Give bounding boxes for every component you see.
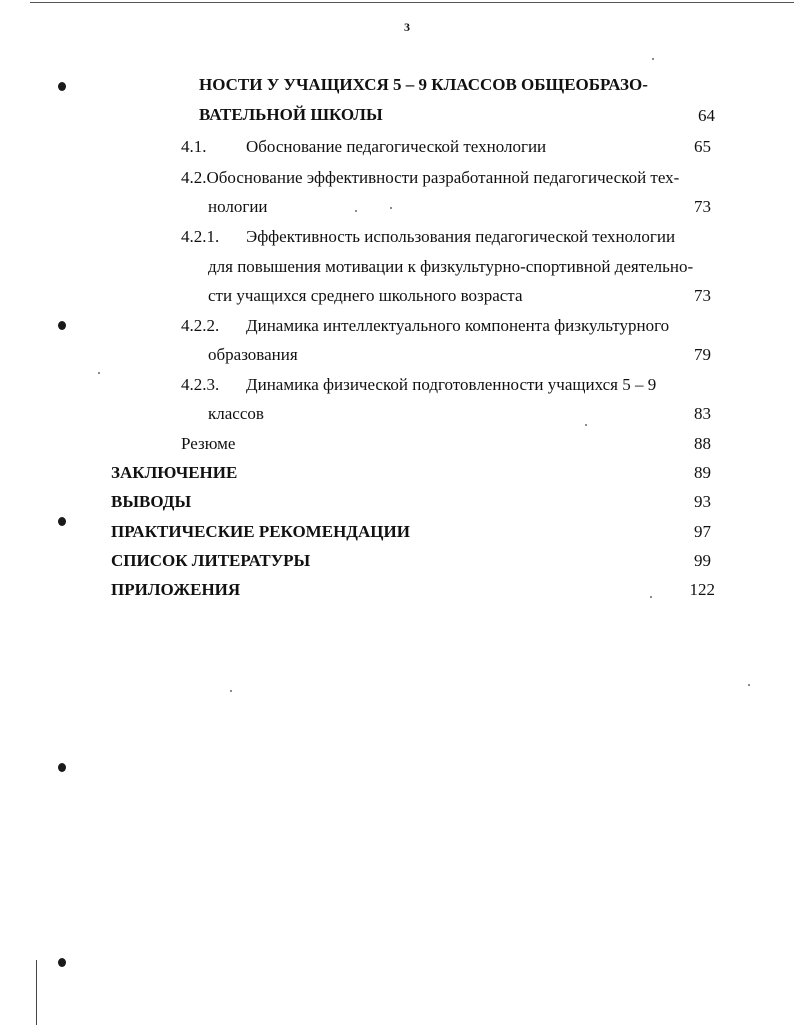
- punch-hole-mark: [58, 82, 66, 91]
- subsection-page-number: 83: [694, 404, 711, 423]
- chapter-title-line1: НОСТИ У УЧАЩИХСЯ 5 – 9 КЛАССОВ ОБЩЕОБРАЗО-: [199, 75, 648, 94]
- punch-hole-mark: [58, 321, 66, 330]
- subsection-title-line2: классов: [208, 404, 264, 423]
- subsection-number: 4.2.1.: [181, 227, 220, 246]
- section-title-line1: 4.2.Обоснование эффективности разработанной педагогической тех-: [181, 168, 680, 187]
- conclusion-title: ЗАКЛЮЧЕНИЕ: [111, 463, 238, 482]
- recommendations-page-number: 97: [694, 522, 711, 541]
- scan-speck: [650, 596, 652, 598]
- resume-page-number: 88: [694, 434, 711, 453]
- subsection-page-number: 79: [694, 345, 711, 364]
- subsection-title-line1: Эффективность использования педагогической технологии: [246, 227, 676, 246]
- findings-title: ВЫВОДЫ: [111, 492, 192, 511]
- scan-border-left: [36, 960, 37, 1025]
- findings-page-number: 93: [694, 492, 711, 511]
- section-title-line2: нологии: [208, 197, 268, 216]
- punch-hole-mark: [58, 763, 66, 772]
- subsection-title-line1: Динамика интеллектуального компонента физкультурного: [246, 316, 670, 335]
- references-title: СПИСОК ЛИТЕРАТУРЫ: [111, 551, 311, 570]
- chapter-page-number: 64: [698, 106, 715, 125]
- subsection-title-line2: образования: [208, 345, 298, 364]
- appendices-page-number: 122: [689, 580, 715, 599]
- conclusion-page-number: 89: [694, 463, 711, 482]
- scan-speck: [230, 690, 232, 692]
- section-page-number: 65: [694, 137, 711, 156]
- chapter-title-line2: ВАТЕЛЬНОЙ ШКОЛЫ: [199, 105, 383, 124]
- punch-hole-mark: [58, 958, 66, 967]
- scan-speck: [585, 424, 587, 426]
- section-title: Обоснование педагогической технологии: [246, 137, 547, 156]
- punch-hole-mark: [58, 517, 66, 526]
- scan-border-top: [30, 2, 794, 3]
- page-number: 3: [404, 20, 410, 34]
- subsection-page-number: 73: [694, 286, 711, 305]
- scan-speck: [748, 684, 750, 686]
- scan-speck: [652, 58, 654, 60]
- scan-speck: [98, 372, 100, 374]
- subsection-title-line1: Динамика физической подготовленности учащихся 5 – 9: [246, 375, 657, 394]
- scan-speck: [355, 210, 357, 212]
- subsection-number: 4.2.3.: [181, 375, 220, 394]
- subsection-title-line3: сти учащихся среднего школьного возраста: [208, 286, 523, 305]
- recommendations-title: ПРАКТИЧЕСКИЕ РЕКОМЕНДАЦИИ: [111, 522, 410, 541]
- subsection-title-line2: для повышения мотивации к физкультурно-спортивной деятельно-: [208, 257, 694, 276]
- resume-title: Резюме: [181, 434, 236, 453]
- appendices-title: ПРИЛОЖЕНИЯ: [111, 580, 241, 599]
- section-number: 4.1.: [181, 137, 207, 156]
- section-page-number: 73: [694, 197, 711, 216]
- scan-speck: [390, 207, 392, 209]
- subsection-number: 4.2.2.: [181, 316, 220, 335]
- references-page-number: 99: [694, 551, 711, 570]
